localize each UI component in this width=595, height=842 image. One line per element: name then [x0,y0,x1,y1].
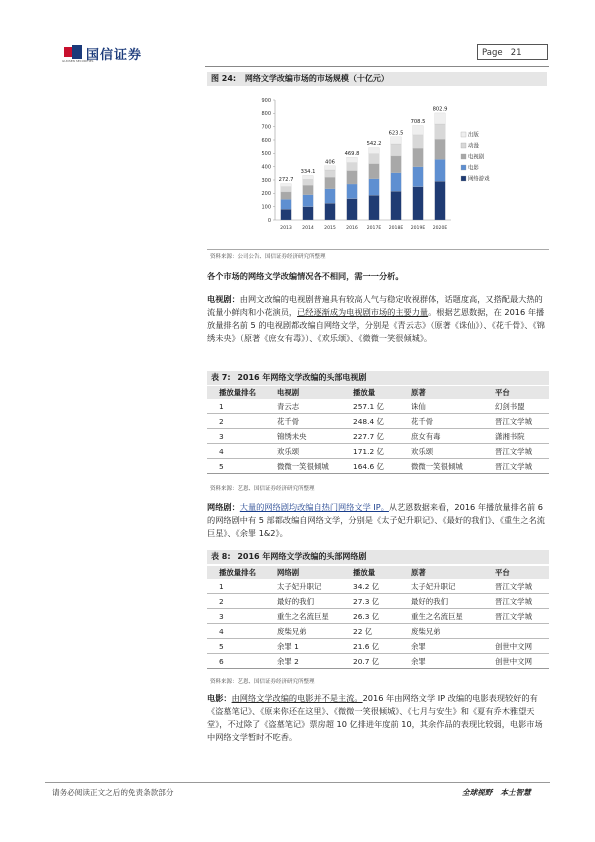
table-row [207,639,549,654]
table-cell: 庶女有毒 [399,429,483,444]
table-cell: 最好的我们 [265,594,341,609]
bar-segment [413,148,424,166]
bar-segment [435,159,446,181]
x-tick-label: 2015 [324,226,336,231]
table-cell: 21.6 亿 [341,639,399,654]
legend-label: 电影 [468,165,479,172]
bar-segment [391,191,402,220]
film-text-2: 2016 年由网络文学 IP 改编的电影表现较好的有《盗墓笔记》、《原来你还在这里》、《微微一笑很倾城》、《七月与安生》和《夏有乔木雅望天堂》，不过除了《盗墓笔记》票房超 10 亿排进年度前 10，其余作品的表现比较弱，电影市场中网络文学暂时不吃香。 [207,693,543,742]
table-cell: 锦绣未央 [265,429,341,444]
table-cell: 3 [207,429,265,444]
bar-segment [325,203,336,220]
logo-mark-blue [72,45,82,59]
table-cell: 重生之名流巨星 [265,609,341,624]
bar-segment [435,113,446,124]
table-cell: 晋江文学城 [483,459,549,474]
table7-title: 2016 年网络文学改编的头部电视剧 [237,373,367,382]
table-cell: 余罪 2 [265,654,341,669]
table-cell: 2 [207,414,265,429]
table-cell: 创世中文网 [483,654,549,669]
footer-rule [45,782,550,783]
table-cell: 晋江文学城 [483,579,549,594]
bar-segment [413,187,424,220]
y-tick-label: 700 [261,124,271,131]
table-cell: 创世中文网 [483,639,549,654]
table7-title-bar [207,371,549,385]
bar-segment [281,192,292,199]
bar-segment [391,137,402,144]
table-cell: 1 [207,399,265,414]
table-cell: 花千骨 [399,414,483,429]
table7 [207,386,549,474]
table-cell: 微微一笑很倾城 [399,459,483,474]
bar-segment [435,181,446,220]
y-tick-label: 600 [261,137,271,144]
table8-title-bar [207,550,549,564]
table-row [207,444,549,459]
bar-segment [303,207,314,220]
table-header-cell: 原著 [399,566,483,579]
table-cell: 5 [207,639,265,654]
page-number-box [477,44,548,60]
bar-segment [391,173,402,192]
bar-segment [369,179,380,196]
x-tick-label: 2013 [280,226,292,231]
table-cell: 幻剑书盟 [483,399,549,414]
table-cell: 余罪 [399,639,483,654]
bar-segment [391,156,402,173]
figure-title-bar [207,72,547,86]
intro-text: 各个市场的网络文学改编情况各不相同，需一一分析。 [207,271,404,281]
table-header-cell: 播放量 [341,386,399,399]
x-tick-label: 2020E [432,226,448,231]
table-cell: 太子妃升职记 [265,579,341,594]
table-header-cell: 网络剧 [265,566,341,579]
y-tick-label: 100 [261,204,271,211]
bar-total-label: 272.7 [278,177,294,184]
table-cell: 废柴兄弟 [265,624,341,639]
table-row [207,399,549,414]
tv-text-2: 。根据艺恩数据，在 2016 年播放量排名前 5 的电视剧都改编自网络文学，分别是《青云志》（原著《诛仙》）、《花千骨》、《锦绣未央》（原著《庶女有毒》）、《欢乐颂》、《微微一笑很倾城》。 [207,307,545,343]
footer-slogan [462,787,531,798]
table-cell: 248.4 亿 [341,414,399,429]
page-number: 21 [510,48,522,58]
web-text-underlined: 大量的网络剧均改编自热门网络文学 IP。 [239,502,389,512]
bar-segment [325,166,336,170]
tv-paragraph [207,293,549,345]
table-cell: 34.2 亿 [341,579,399,594]
film-paragraph [207,692,549,744]
y-tick-label: 400 [261,164,271,171]
bar-segment [325,189,336,204]
x-tick-label: 2014 [302,226,314,231]
bar-segment [303,195,314,207]
table-cell: 20.7 亿 [341,654,399,669]
bar-segment [435,124,446,139]
bar-segment [347,157,358,162]
table-cell: 1 [207,579,265,594]
bar-segment [281,199,292,209]
table-row [207,594,549,609]
table-cell: 晋江文学城 [483,414,549,429]
x-tick-label: 2017E [366,226,382,231]
market-size-chart [207,88,547,246]
web-paragraph [207,501,549,540]
figure-source: 资料来源：公司公告、国信证券经济研究所整理 [210,254,326,260]
table-row [207,579,549,594]
bar-segment [369,154,380,164]
x-tick-label: 2019E [410,226,426,231]
film-text-underlined: 由网络文学改编的电影并不是主流。 [231,693,363,703]
bar-segment [325,177,336,188]
legend-label: 出版 [468,132,479,139]
legend-label: 动漫 [468,143,479,150]
figure-divider [207,249,549,250]
legend-swatch [461,132,466,137]
table-header-row [207,386,549,399]
table-cell: 4 [207,624,265,639]
table-cell: 26.3 亿 [341,609,399,624]
table-cell: 余罪 [399,654,483,669]
bar-segment [369,148,380,154]
legend-label: 电视剧 [468,154,485,161]
bar-segment [347,163,358,171]
table-row [207,654,549,669]
page-label: Page [482,48,503,58]
bar-total-label: 708.5 [410,119,426,126]
table-cell: 27.3 亿 [341,594,399,609]
table-cell: 欢乐颂 [399,444,483,459]
logo-mark-red [64,47,73,57]
bar-total-label: 469.8 [344,150,360,157]
table-cell: 太子妃升职记 [399,579,483,594]
legend-swatch [461,143,466,148]
bar-segment [391,144,402,156]
footer-disclaimer: 请务必阅读正文之后的免责条款部分 [52,788,174,797]
bar-total-label: 802.9 [432,106,448,113]
table-cell: 22 亿 [341,624,399,639]
table-row [207,624,549,639]
y-tick-label: 0 [267,217,271,224]
x-tick-label: 2016 [346,226,358,231]
company-logo-text: 国信证券 [86,48,143,63]
figure-title: 网络文学改编市场的市场规模（十亿元） [244,74,389,83]
footer-slogan-1: 全球视野 [462,788,493,797]
logo-mark [64,44,82,58]
web-text-2: 从艺恩数据来看，2016 年播放量排名前 6 的网络剧中有 5 部都改编自网络文学，分别是《太子妃升职记》、《最好的我们》、《重生之名流巨星》、《余罪 1&2》。 [207,502,545,538]
bar-segment [303,179,314,185]
table-row [207,414,549,429]
header-rule [205,66,549,67]
bar-segment [303,185,314,194]
table-cell: 最好的我们 [399,594,483,609]
bar-segment [281,209,292,220]
table-cell: 2 [207,594,265,609]
table8-number: 表 8: [211,552,231,561]
table-header-cell: 原著 [399,386,483,399]
table-header-cell: 平台 [483,386,549,399]
bar-segment [281,187,292,192]
table-cell: 227.7 亿 [341,429,399,444]
tv-text-1: 由网文改编的电视剧普遍具有较高人气与稳定收视群体，话题度高，又搭配最大热的流量小鲜肉和小花演员， [207,294,543,317]
bar-segment [281,184,292,187]
table-cell: 257.1 亿 [341,399,399,414]
bar-segment [347,184,358,199]
bar-total-label: 406 [325,159,335,166]
legend-swatch [461,176,466,181]
table-cell: 诛仙 [399,399,483,414]
table-header-cell: 播放量排名 [207,566,265,579]
bar-segment [413,167,424,187]
table-cell: 4 [207,444,265,459]
bar-segment [325,170,336,177]
table8-title: 2016 年网络文学改编的头部网络剧 [237,552,367,561]
table-header-cell: 播放量排名 [207,386,265,399]
table7-source: 资料来源：艺恩、国信证券经济研究所整理 [210,486,315,492]
bar-segment [413,135,424,148]
table8-source: 资料来源：艺恩、国信证券经济研究所整理 [210,679,315,685]
x-tick-label: 2018E [388,226,404,231]
y-tick-label: 900 [261,97,271,104]
table-cell: 6 [207,654,265,669]
footer-slogan-2: 本土智慧 [500,788,531,797]
tv-text-underlined: 已经逐渐成为电视剧市场的主要力量 [297,307,429,317]
legend-label: 网络游戏 [468,176,490,183]
company-logo-subtext: GUOSEN SECURITIES [62,59,94,63]
table-row [207,609,549,624]
legend-swatch [461,165,466,170]
film-lead: 电影： [207,693,232,703]
tv-lead: 电视剧： [207,294,240,304]
table-cell: 废柴兄弟 [399,624,483,639]
table-cell: 晋江文学城 [483,594,549,609]
table-header-cell: 电视剧 [265,386,341,399]
table-header-cell: 播放量 [341,566,399,579]
table-cell: 欢乐颂 [265,444,341,459]
table-cell: 3 [207,609,265,624]
bar-total-label: 623.5 [388,130,404,137]
table-cell: 重生之名流巨星 [399,609,483,624]
y-tick-label: 500 [261,151,271,158]
bar-total-label: 542.2 [366,141,382,148]
y-tick-label: 200 [261,191,271,198]
table-cell: 余罪 1 [265,639,341,654]
y-tick-label: 300 [261,177,271,184]
table-cell: 164.6 亿 [341,459,399,474]
bar-segment [303,175,314,179]
table-cell: 青云志 [265,399,341,414]
web-lead: 网络剧： [207,502,240,512]
table8 [207,566,549,669]
table-cell [483,624,549,639]
table-cell: 晋江文学城 [483,444,549,459]
table-header-cell: 平台 [483,566,549,579]
table-cell: 171.2 亿 [341,444,399,459]
figure-number: 图 24: [211,74,237,83]
legend-swatch [461,154,466,159]
table-cell: 晋江文学城 [483,609,549,624]
y-tick-label: 800 [261,111,271,118]
bar-segment [413,126,424,135]
bar-segment [369,164,380,179]
bar-segment [347,199,358,220]
table-cell: 花千骨 [265,414,341,429]
bar-segment [369,195,380,220]
table-cell: 潇湘书院 [483,429,549,444]
bar-segment [435,139,446,159]
table-row [207,459,549,474]
bar-total-label: 334.1 [300,168,316,175]
table-row [207,429,549,444]
table7-number: 表 7: [211,373,231,382]
table-cell: 微微一笑很倾城 [265,459,341,474]
table-cell: 5 [207,459,265,474]
bar-segment [347,171,358,184]
table-header-row [207,566,549,579]
